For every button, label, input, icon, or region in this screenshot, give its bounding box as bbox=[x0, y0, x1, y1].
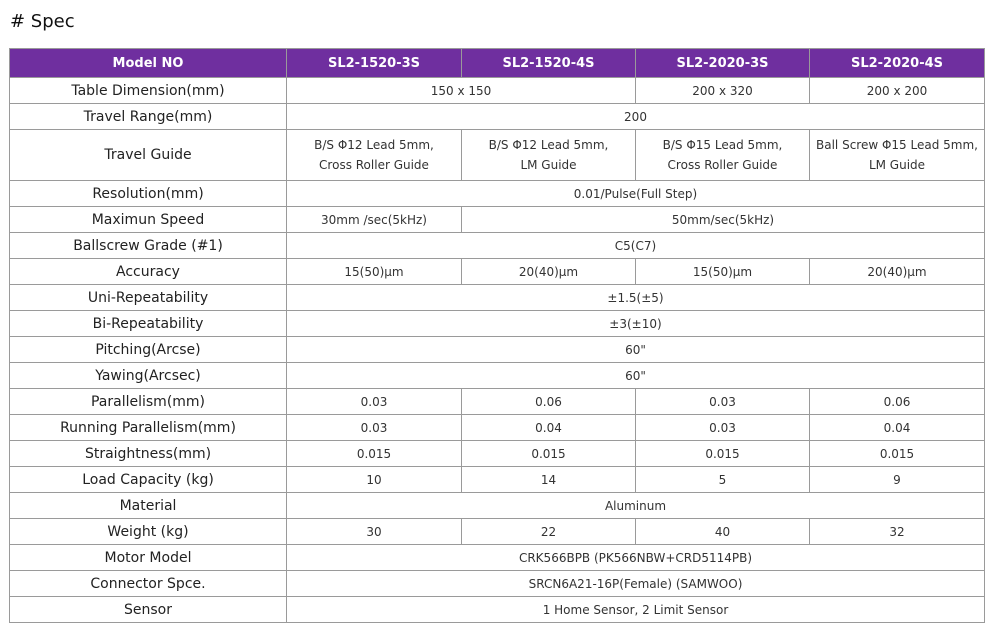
cell-line: Cross Roller Guide bbox=[667, 158, 778, 172]
table-row bbox=[10, 207, 985, 233]
table-row bbox=[10, 130, 985, 181]
header-row bbox=[10, 49, 985, 78]
header-model: SL2-1520-4S bbox=[462, 49, 636, 78]
table-cell: 0.04 bbox=[462, 415, 636, 441]
table-cell: 22 bbox=[462, 519, 636, 545]
row-label: Ballscrew Grade (#1) bbox=[10, 233, 287, 259]
table-cell: 150 x 150 bbox=[287, 78, 636, 104]
table-row bbox=[10, 104, 985, 130]
table-cell: 200 bbox=[287, 104, 985, 130]
row-label: Straightness(mm) bbox=[10, 441, 287, 467]
row-label: Sensor bbox=[10, 597, 287, 623]
table-row bbox=[10, 259, 985, 285]
row-label: Running Parallelism(mm) bbox=[10, 415, 287, 441]
table-cell: Aluminum bbox=[287, 493, 985, 519]
cell-line: B/S Φ15 Lead 5mm, bbox=[662, 138, 783, 152]
table-cell: ±3(±10) bbox=[287, 311, 985, 337]
row-label: Yawing(Arcsec) bbox=[10, 363, 287, 389]
table-cell: 1 Home Sensor, 2 Limit Sensor bbox=[287, 597, 985, 623]
table-row bbox=[10, 363, 985, 389]
row-label: Maximun Speed bbox=[10, 207, 287, 233]
table-row bbox=[10, 493, 985, 519]
header-model: SL2-1520-3S bbox=[287, 49, 462, 78]
row-label: Connector Spce. bbox=[10, 571, 287, 597]
table-row bbox=[10, 571, 985, 597]
table-cell: 0.06 bbox=[462, 389, 636, 415]
table-cell: 10 bbox=[287, 467, 462, 493]
table-cell: 200 x 320 bbox=[636, 78, 810, 104]
table-cell: 60" bbox=[287, 363, 985, 389]
table-cell: 0.015 bbox=[810, 441, 985, 467]
table-cell: 15(50)μm bbox=[636, 259, 810, 285]
cell-line: LM Guide bbox=[868, 158, 926, 172]
table-cell: C5(C7) bbox=[287, 233, 985, 259]
table-row bbox=[10, 519, 985, 545]
table-row bbox=[10, 181, 985, 207]
table-row bbox=[10, 285, 985, 311]
table-row bbox=[10, 233, 985, 259]
table-cell: 20(40)μm bbox=[810, 259, 985, 285]
table-cell: 0.01/Pulse(Full Step) bbox=[287, 181, 985, 207]
table-cell: 20(40)μm bbox=[462, 259, 636, 285]
table-row bbox=[10, 415, 985, 441]
table-row bbox=[10, 545, 985, 571]
table-cell: CRK566BPB (PK566NBW+CRD5114PB) bbox=[287, 545, 985, 571]
row-label: Load Capacity (kg) bbox=[10, 467, 287, 493]
table-cell: 9 bbox=[810, 467, 985, 493]
row-label: Travel Range(mm) bbox=[10, 104, 287, 130]
row-label: Table Dimension(mm) bbox=[10, 78, 287, 104]
table-cell: 14 bbox=[462, 467, 636, 493]
table-cell: ±1.5(±5) bbox=[287, 285, 985, 311]
table-cell: 0.03 bbox=[636, 415, 810, 441]
cell-line: LM Guide bbox=[520, 158, 577, 172]
table-row bbox=[10, 337, 985, 363]
table-row bbox=[10, 441, 985, 467]
table-cell: 200 x 200 bbox=[810, 78, 985, 104]
table-cell: 0.06 bbox=[810, 389, 985, 415]
spec-table bbox=[9, 48, 985, 623]
table-row bbox=[10, 311, 985, 337]
table-cell: 0.03 bbox=[636, 389, 810, 415]
table-row bbox=[10, 597, 985, 623]
table-row bbox=[10, 467, 985, 493]
table-cell: 0.015 bbox=[636, 441, 810, 467]
table-cell: 0.03 bbox=[287, 415, 462, 441]
page-heading: # Spec bbox=[10, 11, 75, 32]
table-cell bbox=[810, 130, 985, 181]
table-cell: 50mm/sec(5kHz) bbox=[462, 207, 985, 233]
row-label: Parallelism(mm) bbox=[10, 389, 287, 415]
table-cell: 15(50)μm bbox=[287, 259, 462, 285]
table-cell bbox=[636, 130, 810, 181]
cell-line: B/S Φ12 Lead 5mm, bbox=[314, 138, 434, 152]
table-cell: 32 bbox=[810, 519, 985, 545]
row-label: Resolution(mm) bbox=[10, 181, 287, 207]
header-model-no: Model NO bbox=[10, 49, 287, 78]
row-label: Pitching(Arcse) bbox=[10, 337, 287, 363]
table-cell: 0.015 bbox=[462, 441, 636, 467]
header-model: SL2-2020-4S bbox=[810, 49, 985, 78]
row-label: Weight (kg) bbox=[10, 519, 287, 545]
header-model: SL2-2020-3S bbox=[636, 49, 810, 78]
table-cell: 30mm /sec(5kHz) bbox=[287, 207, 462, 233]
table-cell: 0.03 bbox=[287, 389, 462, 415]
row-label: Travel Guide bbox=[10, 130, 287, 181]
table-cell bbox=[462, 130, 636, 181]
spec-table-body bbox=[10, 78, 985, 623]
table-cell: SRCN6A21-16P(Female) (SAMWOO) bbox=[287, 571, 985, 597]
table-cell: 40 bbox=[636, 519, 810, 545]
table-cell: 60" bbox=[287, 337, 985, 363]
row-label: Bi-Repeatability bbox=[10, 311, 287, 337]
table-cell: 0.04 bbox=[810, 415, 985, 441]
table-cell: 5 bbox=[636, 467, 810, 493]
cell-line: B/S Φ12 Lead 5mm, bbox=[488, 138, 609, 152]
row-label: Motor Model bbox=[10, 545, 287, 571]
table-row bbox=[10, 78, 985, 104]
row-label: Uni-Repeatability bbox=[10, 285, 287, 311]
table-row bbox=[10, 389, 985, 415]
table-cell bbox=[287, 130, 462, 181]
cell-line: Cross Roller Guide bbox=[319, 158, 429, 172]
cell-line: Ball Screw Φ15 Lead 5mm, bbox=[816, 138, 978, 152]
table-cell: 0.015 bbox=[287, 441, 462, 467]
row-label: Material bbox=[10, 493, 287, 519]
table-cell: 30 bbox=[287, 519, 462, 545]
row-label: Accuracy bbox=[10, 259, 287, 285]
